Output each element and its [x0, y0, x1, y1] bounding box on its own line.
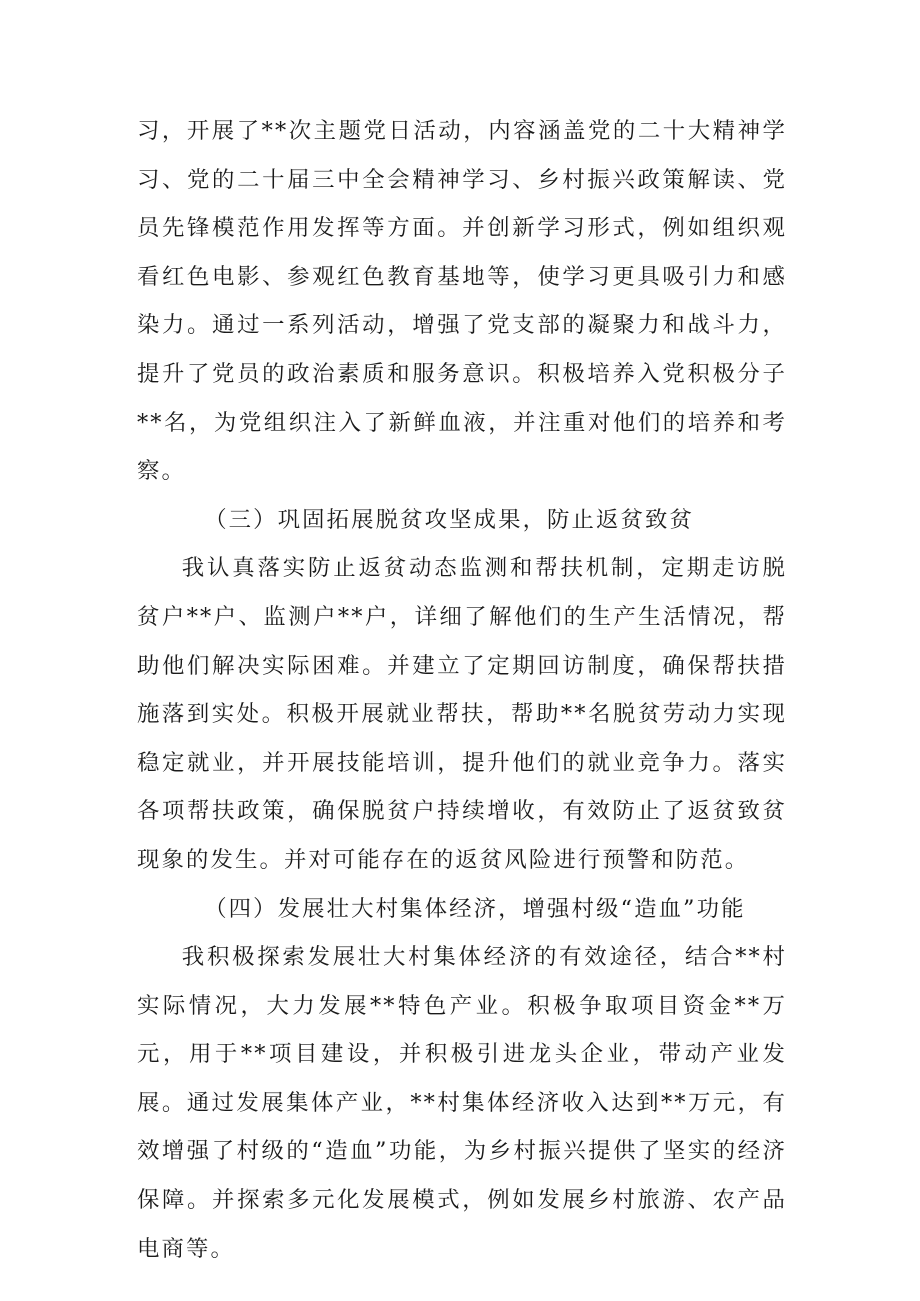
paragraph-party-activities: 习，开展了**次主题党日活动，内容涵盖党的二十大精神学习、党的二十届三中全会精神学习、乡村振兴政策解读、党员先锋模范作用发挥等方面。并创新学习形式，例如组织观看红色电影、参观红色教育基地等，使学习更具吸引力和感染力。通过一系列活动，增强了党支部的凝聚力和战斗力，提升了党员的政治素质和服务意识。积极培养入党积极分子**名，为党组织注入了新鲜血液，并注重对他们的培养和考察。: [137, 118, 787, 485]
paragraph-poverty-prevention: 我认真落实防止返贫动态监测和帮扶机制，定期走访脱贫户**户、监测户**户，详细了解他们的生产生活情况，帮助他们解决实际困难。并建立了定期回访制度，确保帮扶措施落到实处。积极开展就业帮扶，帮助**名脱贫劳动力实现稳定就业，并开展技能培训，提升他们的就业竞争力。落实各项帮扶政策，确保脱贫户持续增收，有效防止了返贫致贫现象的发生。并对可能存在的返贫风险进行预警和防范。: [137, 555, 787, 873]
section-heading-4: （四）发展壮大村集体经济，增强村级“造血”功能: [204, 895, 746, 922]
section-heading-3: （三）巩固拓展脱贫攻坚成果，防止返贫致贫: [204, 506, 694, 533]
document-body: [137, 107, 787, 1273]
paragraph-collective-economy: 我积极探索发展壮大村集体经济的有效途径，结合**村实际情况，大力发展**特色产业。积极争取项目资金**万元，用于**项目建设，并积极引进龙头企业，带动产业发展。通过发展集体产业，**村集体经济收入达到**万元，有效增强了村级的“造血”功能，为乡村振兴提供了坚实的经济保障。并探索多元化发展模式，例如发展乡村旅游、农产品电商等。: [137, 944, 787, 1262]
